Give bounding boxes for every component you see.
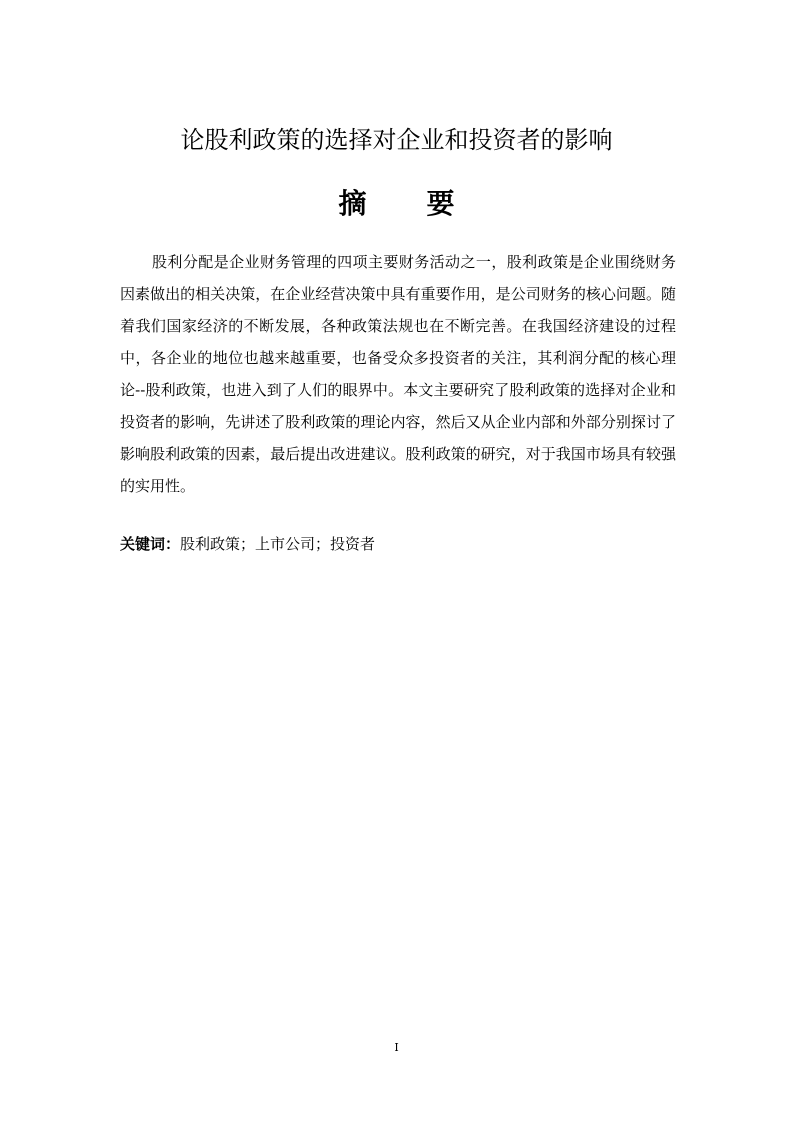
keywords-text: 股利政策；上市公司；投资者 [180,535,376,553]
keywords-label: 关键词： [120,535,181,553]
abstract-heading-char-1: 摘 [338,187,367,220]
abstract-heading [0,184,793,224]
page-title: 论股利政策的选择对企业和投资者的影响 [180,126,613,154]
abstract-heading-char-2: 要 [426,187,455,220]
abstract-body: 股利分配是企业财务管理的四项主要财务活动之一，股利政策是企业围绕财务因素做出的相关决策，在企业经营决策中具有重要作用，是公司财务的核心问题。随着我们国家经济的不断发展，各种政策法规也在不断完善。在我国经济建设的过程中，各企业的地位也越来越重要，也备受众多投资者的关注，其利润分配的核心理论--股利政策，也进入到了人们的眼界中。本文主要研究了股利政策的选择对企业和投资者的影响，先讲述了股利政策的理论内容，然后又从企业内部和外部分别探讨了影响股利政策的因素，最后提出改进建议。股利政策的研究，对于我国市场具有较强的实用性。 [120,253,676,495]
keywords-line [120,530,676,558]
page-number: I [394,1041,399,1054]
